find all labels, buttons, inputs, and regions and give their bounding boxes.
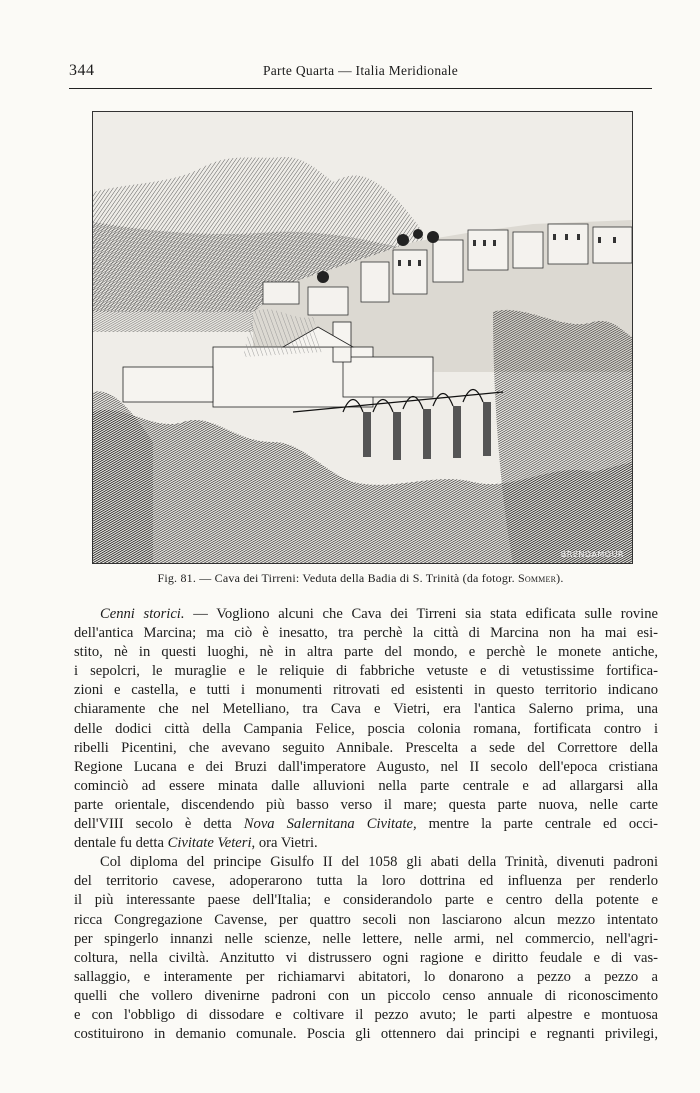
body-text bbox=[74, 605, 658, 1044]
running-title: Parte Quarta — Italia Meridionale bbox=[262, 63, 459, 78]
page-number: 344 bbox=[69, 62, 95, 79]
text-line: ribelli Picentini, che avevano seguito Annibale. Prescelta a sede del Correttore della bbox=[74, 739, 658, 756]
text-line: chiaramente che nel Metelliano, tra Cava e Vietri, era l'antica Salerno prima, una bbox=[74, 701, 658, 718]
text-line: cominciò ad essere minata dalle alluvioni nella parte centrale e ad allargarsi alla bbox=[74, 777, 658, 794]
text-line: Cenni storici. — Vogliono alcuni che Cava dei Tirreni sia stata edificata sulle rovine bbox=[100, 606, 658, 622]
engraving-figure bbox=[92, 111, 633, 564]
caption-credit: Sommer bbox=[518, 571, 557, 585]
page-header bbox=[69, 62, 652, 84]
engraving-illustration bbox=[93, 112, 632, 563]
text-line: zioni e castella, e tutti i monumenti ritrovati ed esistenti in questo territorio indicano bbox=[74, 682, 658, 699]
text-line: Col diploma del principe Gisulfo II del 1058 gli abati della Trinità, divenuti padroni bbox=[100, 854, 658, 871]
paragraph-cenni-storici bbox=[74, 605, 658, 853]
text-line: parte orientale, discendendo più basso verso il mare; questa parte nuova, nelle carte bbox=[74, 796, 658, 813]
caption-end: ). bbox=[556, 571, 564, 585]
text-line: per spingerlo innanzi nelle scienze, nelle lettere, nelle armi, nel commercio, nell'agri- bbox=[74, 930, 658, 947]
text-line: dentale fu detta Civitate Veteri, ora Vietri. bbox=[74, 835, 318, 852]
text-line: Regione Lucana e dei Bruzi dall'imperatore Augusto, nel II secolo dell'epoca cristiana bbox=[74, 758, 658, 775]
text-line: costituirono in demanio comunale. Poscia gli ottennero dai principi e regnanti privilegi, bbox=[74, 1026, 658, 1043]
text-line: ricca Congregazione Cavense, per quattro secoli non lasciarono alcun mezzo intentato bbox=[74, 911, 658, 928]
text-line: quelli che vollero divenirne padroni con un piccolo censo annuale di riconoscimento bbox=[74, 987, 658, 1004]
text-line: del territorio cavese, adoperarono tutta la loro dottrina ed influenza per renderlo bbox=[74, 873, 658, 890]
header-rule bbox=[69, 88, 652, 89]
caption-text: Fig. 81. — Cava dei Tirreni: Veduta della Badia di S. Trinità (da fotogr. bbox=[157, 571, 519, 585]
text-line: il più interessante paese dell'Italia; e considerandolo parte e centro della potente e bbox=[74, 892, 658, 909]
text-line: i sepolcri, le muraglie e le reliquie di fabbriche vetuste e di vetustissime fortifica- bbox=[74, 663, 658, 680]
text-line: coltura, nella civiltà. Anzitutto vi distrussero ogni ragione e diritto feudale e di vas- bbox=[74, 949, 658, 966]
section-lead: Cenni storici. bbox=[100, 606, 185, 622]
text-line: dell'antica Marcina; ma ciò è inesatto, tra perchè la città di Marcina non ha mai esi- bbox=[74, 625, 658, 642]
text-line: stito, nè in questi luoghi, nè in altra parte del mondo, e perchè le monete antiche, bbox=[74, 644, 658, 661]
figure-caption bbox=[69, 571, 652, 586]
engraver-signature: BRENDAMOUR bbox=[560, 550, 624, 559]
text-line: e con l'obbligo di dissodare e coltivare il pezzo avuto; le parti alpestre e montuosa bbox=[74, 1006, 658, 1023]
text-line: sallaggio, e interamente per richiamarvi abitatori, lo donarono a pezzo a pezzo a bbox=[74, 968, 658, 985]
text-line: delle dodici città della Campania Felice, poscia colonia romana, fortificata contro i bbox=[74, 720, 658, 737]
text-line: dell'VIII secolo è detta Nova Salernitana Civitate, mentre la parte centrale ed occi- bbox=[74, 816, 658, 833]
paragraph-gisulfo bbox=[74, 853, 658, 1044]
